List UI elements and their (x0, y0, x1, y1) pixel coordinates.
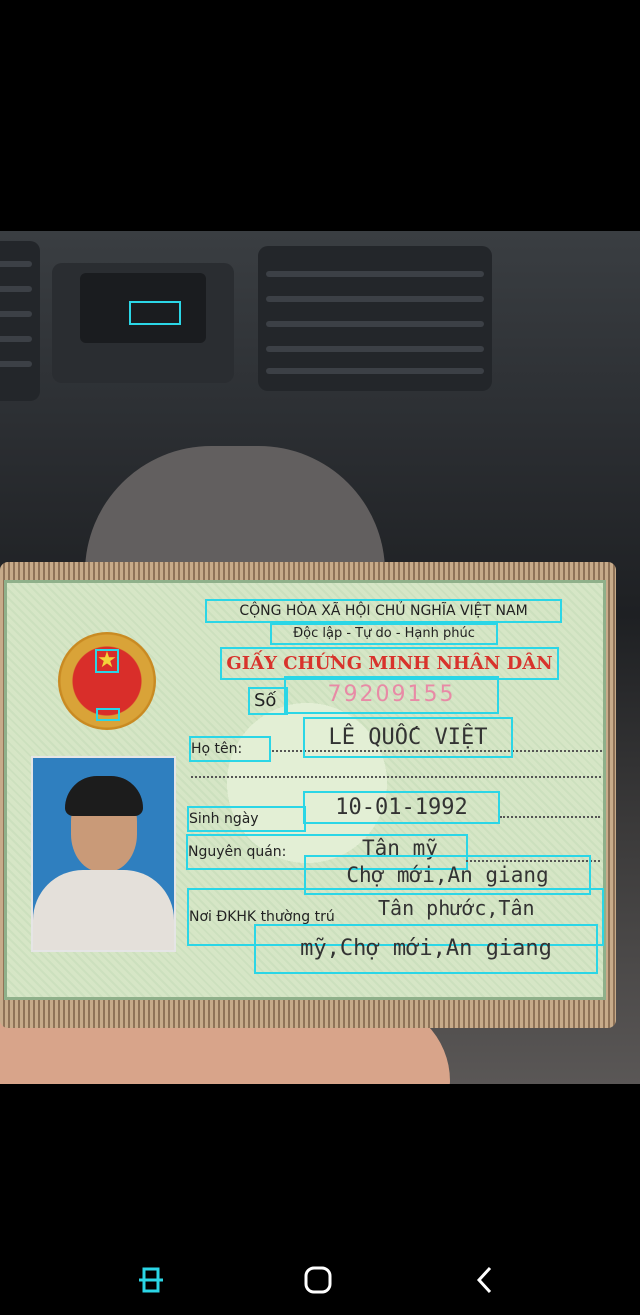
residence-value-line-1: Tân phước,Tân (378, 896, 535, 920)
emblem-star-highlight-box (97, 651, 117, 671)
portrait-photo (31, 756, 176, 952)
header-line-2: Độc lập - Tự do - Hạnh phúc (272, 625, 496, 643)
origin-value-line-2: Chợ mới,An giang (306, 857, 589, 893)
display-highlight-box (131, 303, 179, 323)
home-icon[interactable] (300, 1262, 336, 1298)
card-title: GIẤY CHỨNG MINH NHÂN DÂN (222, 649, 557, 678)
number-label: Số (250, 689, 286, 713)
number-value: 79209155 (286, 678, 497, 712)
origin-value-line-1: Tân mỹ (362, 836, 438, 860)
header-line-1: CỘNG HÒA XÃ HỘI CHỦ NGHĨA VIỆT NAM (207, 601, 560, 621)
national-emblem-icon: ★ (58, 632, 156, 730)
dob-value: 10-01-1992 (305, 793, 498, 822)
origin-label: Nguyên quán: (188, 836, 466, 868)
residence-label: Nơi ĐKHK thường trú (189, 890, 602, 944)
dashboard-display (52, 263, 234, 383)
dob-label: Sinh ngày (189, 808, 304, 830)
left-air-vent (0, 241, 40, 401)
recent-apps-icon[interactable] (133, 1262, 169, 1298)
residence-value-line-2: mỹ,Chợ mới,An giang (256, 926, 596, 972)
name-value: LÊ QUỐC VIỆT (305, 719, 511, 756)
name-label: Họ tên: (191, 738, 269, 760)
emblem-base-highlight-box (98, 710, 118, 719)
back-icon[interactable] (467, 1262, 503, 1298)
center-air-vent (258, 246, 492, 391)
